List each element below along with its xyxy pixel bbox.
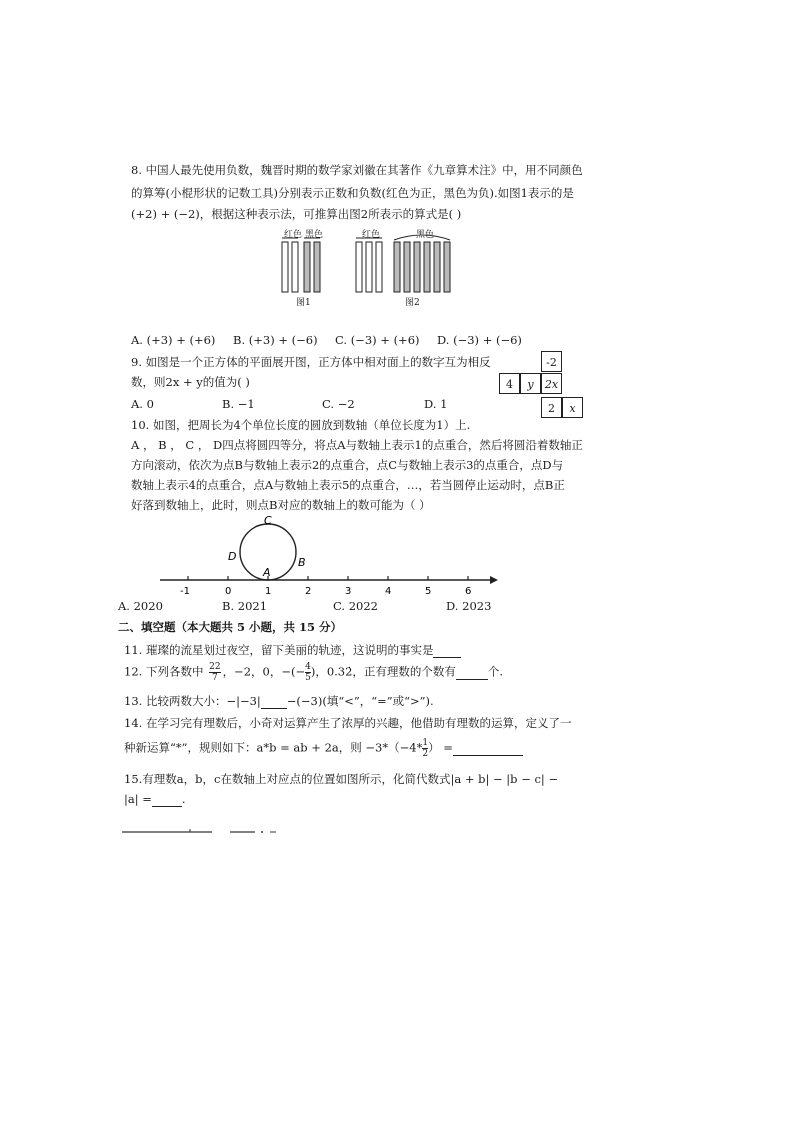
tick-label: 3: [345, 586, 352, 597]
q15-line2: |a| = .: [124, 792, 186, 806]
q10-line5: 好落到数轴上，此时，则点B对应的数轴上的数可能为（ ）: [131, 498, 431, 512]
q10-option-d: D. 2023: [446, 599, 492, 613]
q15-line2-text: |a| =: [124, 792, 152, 806]
fig2-rods: [356, 235, 450, 292]
q14-line2-post: ） =: [428, 740, 453, 755]
q8-line2: 的算筹(小棍形状的记数工具)分别表示正数和负数(红色为正，黑色为负).如图1表示的是: [131, 186, 574, 200]
q12-unit: 个.: [487, 664, 504, 679]
fig1-caption: 图1: [296, 298, 311, 308]
q8-option-d: D. (−3) + (−6): [437, 333, 522, 347]
q9-option-c: C. −2: [322, 397, 355, 411]
section-heading: 二、填空题（本大题共 5 小题，共 15 分）: [118, 620, 343, 634]
fig2-red-label: 红色: [362, 230, 381, 240]
net-cell: 4: [499, 373, 520, 394]
net-cell: 2x: [541, 373, 562, 394]
point-b-label: B: [298, 556, 306, 569]
fraction-numerator: 1: [422, 738, 429, 748]
tick-label: 0: [225, 586, 232, 597]
q10-line2: A ， B ， C ， D四点将圆四等分，将点A与数轴上表示1的点重合，然后将圆沿着数轴正: [131, 438, 583, 452]
q8-option-c: C. (−3) + (+6): [335, 333, 420, 347]
axis-arrow: [490, 576, 498, 584]
tick-label: 6: [465, 586, 472, 597]
q11-blank: [433, 643, 461, 658]
fraction-numerator: 4: [305, 662, 311, 672]
point-c-label: C: [264, 514, 272, 527]
q13-pre: 13. 比较两数大小：−|−3|: [124, 694, 261, 708]
fraction-22-7: [209, 662, 220, 683]
q10-line3: 方向滚动，依次为点B与数轴上表示2的点重合，点C与数轴上表示3的点重合，点D与: [131, 458, 564, 472]
q8-line1: 8. 中国人最先使用负数，魏晋时期的数学家刘徽在其著作《九章算术注》中，用不同颜色: [131, 163, 583, 177]
q9-option-b: B. −1: [222, 397, 255, 411]
net-cell: y: [520, 373, 541, 394]
q14-line2-pre: 种新运算“*”，规则如下：a*b = ab + 2a，则 −3*（−4*: [124, 740, 423, 755]
q14-line1: 14. 在学习完有理数后，小奇对运算产生了浓厚的兴趣，他借助有理数的运算，定义了一: [124, 716, 572, 730]
q13-post: −(−3)(填“<”，“=”或“>”).: [286, 694, 434, 708]
fig2-black-label: 黑色: [416, 230, 435, 240]
q9-option-d: D. 1: [424, 397, 448, 411]
q11-text: 11. 璀璨的流星划过夜空，留下美丽的轨迹，这说明的事实是: [124, 643, 434, 657]
q12-mid: ，−2，0，−(−: [222, 664, 306, 679]
fig2-caption: 图2: [405, 298, 420, 308]
q13-blank: [261, 694, 287, 709]
net-cell: x: [562, 397, 583, 418]
tick-label: 4: [385, 586, 392, 597]
point-a-label: A: [263, 566, 271, 579]
net-cell: -2: [541, 351, 562, 372]
q12-pre: 12. 下列各数中: [124, 664, 204, 679]
q10-line4: 数轴上表示4的点重合，点A与数轴上表示5的点重合，…，若当圆停止运动时，点B正: [131, 478, 565, 492]
q10-option-c: C. 2022: [333, 599, 378, 613]
q15-blank: [152, 792, 182, 807]
q10-line1: 10. 如图，把周长为4个单位长度的圆放到数轴（单位长度为1）上.: [131, 418, 471, 432]
q12-blank: [456, 665, 488, 680]
point-d-label: D: [228, 550, 237, 563]
q14-blank: [453, 741, 523, 756]
q8-option-b: B. (+3) + (−6): [233, 333, 318, 347]
q9-option-a: A. 0: [131, 397, 154, 411]
q8-option-a: A. (+3) + (+6): [131, 333, 216, 347]
q11-line: [124, 643, 461, 658]
q9-line2: 数，则2x + y的值为( ): [131, 375, 250, 389]
q13-line: [124, 694, 434, 709]
tick-label: -1: [180, 586, 190, 597]
net-cell: 2: [541, 397, 562, 418]
tick-label: 1: [265, 586, 272, 597]
q12-line: [124, 662, 503, 692]
fraction-denominator: 7: [211, 673, 218, 683]
q8-line3: (+2) + (−2)，根据这种表示法，可推算出图2所表示的算式是( ): [131, 207, 462, 221]
q14-line2: [124, 738, 523, 768]
fraction-denominator: 5: [305, 673, 311, 683]
q10-option-b: B. 2021: [222, 599, 268, 613]
q9-line1: 9. 如图是一个正方体的平面展开图，正方体中相对面上的数字互为相反: [131, 355, 491, 369]
fraction-numerator: 22: [209, 662, 221, 672]
q15-line1: 15.有理数a，b，c在数轴上对应点的位置如图所示，化简代数式|a + b| − |b − c| −: [124, 772, 559, 786]
tick-label: 5: [425, 586, 432, 597]
q12-post: )，0.32̇，正有理数的个数有: [310, 664, 456, 679]
q15-number-line: [120, 826, 290, 838]
tick-label: 2: [305, 586, 312, 597]
fig1-red-label: 红色: [284, 230, 303, 240]
q10-option-a: A. 2020: [118, 599, 163, 613]
number-line-figure: [150, 510, 500, 600]
fraction-denominator: 2: [422, 749, 429, 759]
fig1-black-label: 黑色: [305, 230, 324, 240]
fig1-rods: [282, 238, 320, 292]
